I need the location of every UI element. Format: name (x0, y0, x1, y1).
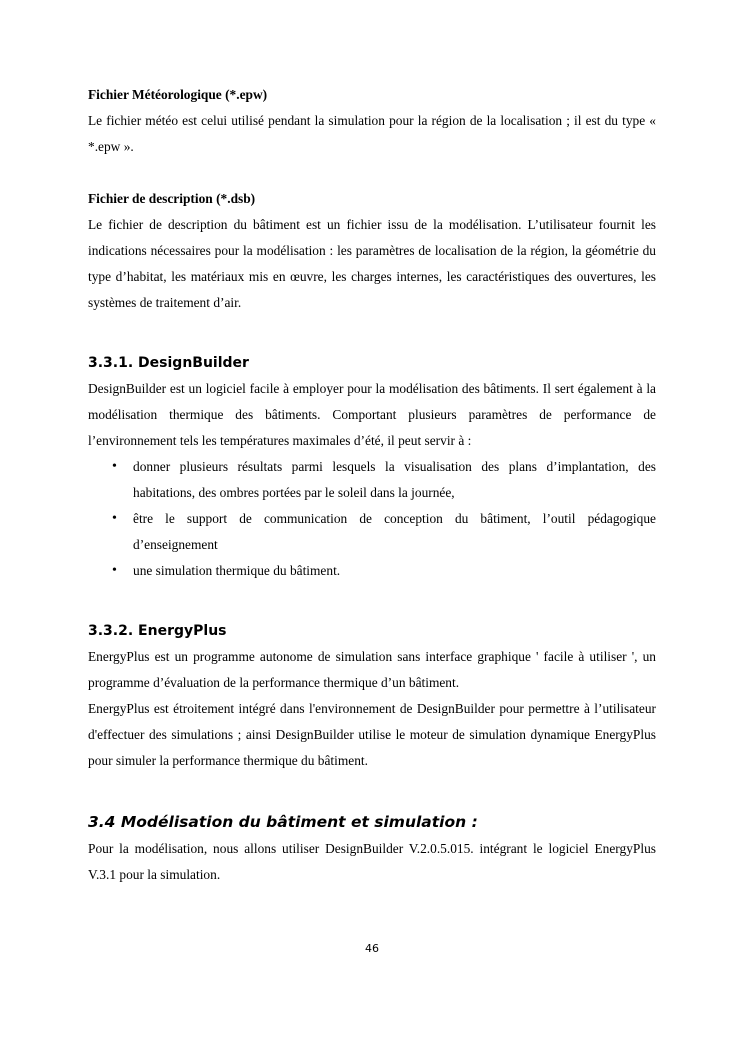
modelisation-heading: 3.4 Modélisation du bâtiment et simulation : (88, 813, 478, 831)
spacer (88, 316, 656, 350)
energyplus-paragraph-1: EnergyPlus est un programme autonome de simulation sans interface graphique ' facile à utiliser ', un programme d’évaluation de la performance thermique d’un bâtiment. (88, 649, 656, 690)
bullet-icon: • (112, 563, 117, 578)
list-item-text: donner plusieurs résultats parmi lesquels la visualisation des plans d’implantation, des habitations, des ombres portées par le soleil dans la journée, (133, 459, 656, 500)
energyplus-heading: 3.3.2. EnergyPlus (88, 623, 227, 639)
list-item (88, 558, 656, 584)
modelisation-paragraph: Pour la modélisation, nous allons utiliser DesignBuilder V.2.0.5.015. intégrant le logiciel EnergyPlus V.3.1 pour la simulation. (88, 841, 656, 882)
spacer (88, 584, 656, 618)
list-item (88, 506, 656, 558)
designbuilder-paragraph: DesignBuilder est un logiciel facile à employer pour la modélisation des bâtiments. Il sert également à la modélisation thermique des bâtiments. Comportant plusieurs paramètres de performance de l’environnement tels les températures maximales d’été, il peut servir à : (88, 381, 656, 448)
page-number: 46 (365, 942, 379, 955)
epw-paragraph: Le fichier météo est celui utilisé pendant la simulation pour la région de la localisation ; il est du type « *.epw ». (88, 113, 656, 154)
designbuilder-heading: 3.3.1. DesignBuilder (88, 355, 249, 371)
list-item-text: une simulation thermique du bâtiment. (133, 563, 341, 578)
epw-title: Fichier Météorologique (*.epw) (88, 87, 268, 102)
bullet-icon: • (112, 459, 117, 474)
spacer (88, 774, 656, 808)
list-item-text: être le support de communication de conception du bâtiment, l’outil pédagogique d’enseignement (133, 511, 656, 552)
document-page (88, 82, 656, 888)
bullet-icon: • (112, 511, 117, 526)
dsb-title: Fichier de description (*.dsb) (88, 191, 256, 206)
spacer (88, 160, 656, 186)
designbuilder-bullet-list (88, 454, 656, 584)
energyplus-paragraph-2: EnergyPlus est étroitement intégré dans l'environnement de DesignBuilder pour permettre à l’utilisateur d'effectuer des simulations ; ainsi DesignBuilder utilise le moteur de simulation dynamique EnergyPlus pour simuler la performance thermique du bâtiment. (88, 701, 656, 768)
dsb-paragraph: Le fichier de description du bâtiment est un fichier issu de la modélisation. L’utilisateur fournit les indications nécessaires pour la modélisation : les paramètres de localisation de la région, la géométrie du type d’habitat, les matériaux mis en œuvre, les charges internes, les caractéristiques des ouvertures, les systèmes de traitement d’air. (88, 217, 656, 310)
list-item (88, 454, 656, 506)
